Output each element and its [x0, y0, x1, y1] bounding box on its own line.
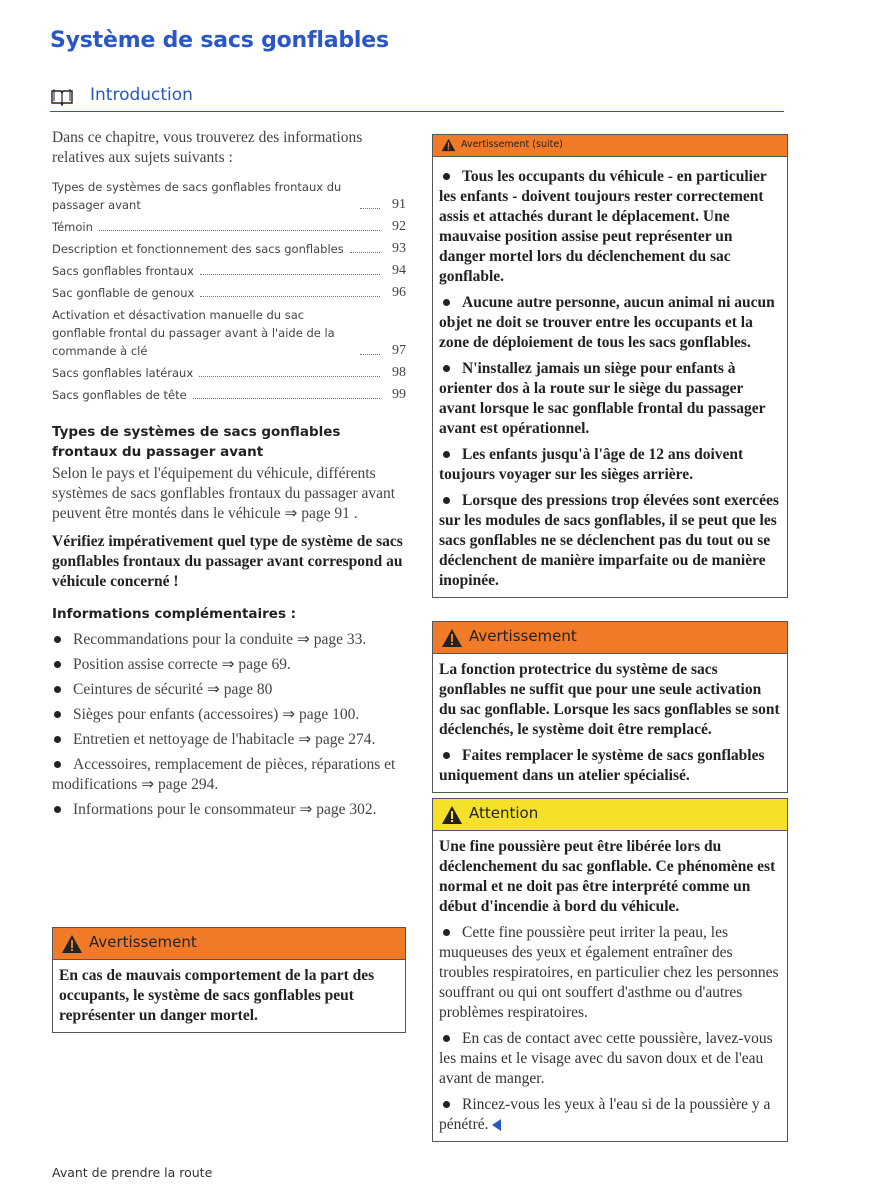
- toc-page-number: 92: [392, 219, 406, 234]
- types-body: Selon le pays et l'équipement du véhicule, différents systèmes de sacs gonflables frontaux du passager avant peuvent être montés dans le véhicule ⇒ page 91 .: [52, 465, 396, 522]
- toc-entry[interactable]: [52, 364, 406, 382]
- bullet-icon: [54, 761, 61, 768]
- list-item: [439, 491, 781, 591]
- warning-box: [432, 621, 788, 793]
- list-item[interactable]: [52, 730, 406, 750]
- intro-text: Dans ce chapitre, vous trouverez des informations relatives aux sujets suivants :: [52, 129, 363, 166]
- list-item[interactable]: [52, 655, 406, 675]
- list-item: [439, 746, 781, 786]
- toc-label: Sacs gonflables latéraux: [52, 366, 194, 380]
- toc-page-number: 98: [392, 365, 406, 380]
- warning-title: Avertissement: [89, 933, 197, 951]
- section-header: [50, 84, 784, 112]
- list-item: [439, 167, 781, 287]
- toc-entry[interactable]: [52, 218, 406, 236]
- list-item-text: Tous les occupants du véhicule - en particulier les enfants - doivent toujours rester correctement assis et attachés durant le déplacement. Une mauvaise position assise peut représenter un danger mortel lors du déclenchement du sac gonflable.: [439, 168, 767, 285]
- toc-leader: [200, 296, 380, 297]
- list-item-text: En cas de contact avec cette poussière, lavez-vous les mains et le visage avec du savon doux et de l'eau avant de manger.: [439, 1030, 773, 1087]
- warning-continued-box: [432, 134, 788, 598]
- bullet-icon: [443, 365, 450, 372]
- toc-leader: [99, 230, 380, 231]
- toc-entry[interactable]: [52, 386, 406, 404]
- bullet-icon: [54, 806, 61, 813]
- list-item[interactable]: [52, 680, 406, 700]
- list-item: [439, 445, 781, 485]
- toc-page-number: 97: [392, 343, 406, 358]
- toc-entry[interactable]: [52, 240, 406, 258]
- list-item[interactable]: [52, 800, 406, 820]
- toc-label: Sacs gonflables frontaux: [52, 264, 194, 278]
- left-column: [52, 128, 406, 825]
- warning-text: En cas de mauvais comportement de la part des occupants, le système de sacs gonflables peut représenter un danger mortel.: [59, 967, 375, 1024]
- warning-header: [433, 622, 787, 654]
- end-of-section-icon: [492, 1119, 501, 1131]
- list-item: [439, 359, 781, 439]
- warning-triangle-icon: [441, 805, 463, 825]
- attention-header: [433, 799, 787, 831]
- warning-body: [53, 960, 405, 1032]
- list-item-text: Lorsque des pressions trop élevées sont exercées sur les modules de sacs gonflables, il se peut que les sacs gonflables ne se déclenchent pas du tout ou se déclenchent de manière imparfaite ou de manière inopinée.: [439, 492, 779, 589]
- toc-page-number: 94: [392, 263, 406, 278]
- warning-triangle-icon: [441, 628, 463, 648]
- book-icon: [50, 88, 74, 106]
- toc-leader: [360, 354, 380, 355]
- info-list: [52, 630, 406, 820]
- list-item: [439, 1029, 781, 1089]
- toc-leader: [360, 208, 380, 209]
- toc-page-number: 96: [392, 285, 406, 300]
- toc-page-number: 93: [392, 241, 406, 256]
- bullet-icon: [54, 711, 61, 718]
- toc-leader: [350, 252, 380, 253]
- attention-title: Attention: [469, 804, 539, 822]
- warning-header: [53, 928, 405, 960]
- toc-entry[interactable]: [52, 178, 406, 214]
- list-item-text: Entretien et nettoyage de l'habitacle ⇒ page 274.: [73, 731, 376, 748]
- toc-leader: [199, 376, 380, 377]
- list-item[interactable]: [52, 755, 406, 795]
- list-item-text: N'installez jamais un siège pour enfants à orienter dos à la route sur le siège du passager avant lorsque le sac gonflable frontal du passager avant est opérationnel.: [439, 360, 766, 437]
- list-item-text: Rincez-vous les yeux à l'eau si de la poussière y a pénétré.: [439, 1096, 771, 1133]
- toc-leader: [200, 274, 380, 275]
- bullet-icon: [54, 686, 61, 693]
- warning-title: Avertissement: [469, 627, 577, 645]
- info-heading: Informations complémentaires :: [52, 606, 297, 622]
- list-item-text: Les enfants jusqu'à l'âge de 12 ans doivent toujours voyager sur les sièges arrière.: [439, 446, 744, 483]
- list-item-text: Position assise correcte ⇒ page 69.: [73, 656, 291, 673]
- warning-body: [433, 654, 787, 792]
- list-item: [439, 293, 781, 353]
- toc-label: Description et fonctionnement des sacs gonflables: [52, 242, 344, 256]
- bullet-icon: [443, 929, 450, 936]
- toc-entry[interactable]: [52, 306, 406, 360]
- attention-box: [432, 798, 788, 1142]
- bullet-icon: [443, 752, 450, 759]
- toc-entry[interactable]: [52, 284, 406, 302]
- warning-text: La fonction protectrice du système de sacs gonflables ne suffit que pour une seule activation du sac gonflable. Lorsque les sacs gonflables se sont déclenchés, le système doit être remplacé.: [439, 661, 780, 738]
- section-title: Introduction: [90, 85, 193, 105]
- warning-triangle-icon: [61, 934, 83, 954]
- attention-body: [433, 831, 787, 1141]
- types-heading: Types de systèmes de sacs gonflables frontaux du passager avant: [52, 424, 341, 460]
- list-item-text: Cette fine poussière peut irriter la peau, les muqueuses des yeux et également entraîner des troubles respiratoires, en particulier chez les personnes souffrant ou qui ont souffert d'asthme ou d'autres problèmes respiratoires.: [439, 924, 779, 1021]
- bullet-icon: [54, 636, 61, 643]
- list-item-text: Sièges pour enfants (accessoires) ⇒ page 100.: [73, 706, 360, 723]
- list-item: [439, 1095, 781, 1135]
- warning-triangle-icon: [441, 138, 456, 152]
- toc-label: Sacs gonflables de tête: [52, 388, 187, 402]
- page-footer: Avant de prendre la route: [52, 1165, 213, 1180]
- list-item[interactable]: [52, 705, 406, 725]
- toc-leader: [193, 398, 380, 399]
- page-title: Système de sacs gonflables: [50, 28, 389, 53]
- bullet-icon: [443, 1101, 450, 1108]
- bullet-icon: [443, 1035, 450, 1042]
- warning-box: [52, 927, 406, 1033]
- toc-page-number: 91: [392, 197, 406, 212]
- table-of-contents: [52, 178, 406, 404]
- toc-entry[interactable]: [52, 262, 406, 280]
- toc-label: Types de systèmes de sacs gonflables frontaux du passager avant: [52, 180, 342, 212]
- warning-title: Avertissement (suite): [461, 139, 563, 150]
- bullet-icon: [443, 299, 450, 306]
- warning-body: [433, 157, 787, 597]
- bullet-icon: [443, 451, 450, 458]
- list-item-text: Accessoires, remplacement de pièces, réparations et modifications ⇒ page 294.: [52, 756, 396, 793]
- list-item: [439, 923, 781, 1023]
- toc-label: Sac gonflable de genoux: [52, 286, 195, 300]
- bullet-icon: [54, 661, 61, 668]
- list-item-text: Aucune autre personne, aucun animal ni aucun objet ne doit se trouver entre les occupants et la zone de déploiement de tous les sacs gonflables.: [439, 294, 775, 351]
- list-item-text: Faites remplacer le système de sacs gonflables uniquement dans un atelier spécialisé.: [439, 747, 765, 784]
- warning-header: [433, 135, 787, 157]
- list-item-text: Informations pour le consommateur ⇒ page 302.: [73, 801, 377, 818]
- bullet-icon: [443, 497, 450, 504]
- bullet-icon: [54, 736, 61, 743]
- list-item-text: Ceintures de sécurité ⇒ page 80: [73, 681, 273, 698]
- types-bold-note: Vérifiez impérativement quel type de système de sacs gonflables frontaux du passager avant correspond au véhicule concerné !: [52, 533, 403, 590]
- attention-text: Une fine poussière peut être libérée lors du déclenchement du sac gonflable. Ce phénomène est normal et ne doit pas être interprété comme un début d'incendie à bord du véhicule.: [439, 838, 776, 915]
- toc-label: Activation et désactivation manuelle du sac gonflable frontal du passager avant à l'aide de la commande à clé: [52, 308, 335, 358]
- list-item[interactable]: [52, 630, 406, 650]
- list-item-text: Recommandations pour la conduite ⇒ page 33.: [73, 631, 367, 648]
- bullet-icon: [443, 173, 450, 180]
- toc-page-number: 99: [392, 387, 406, 402]
- toc-label: Témoin: [52, 220, 93, 234]
